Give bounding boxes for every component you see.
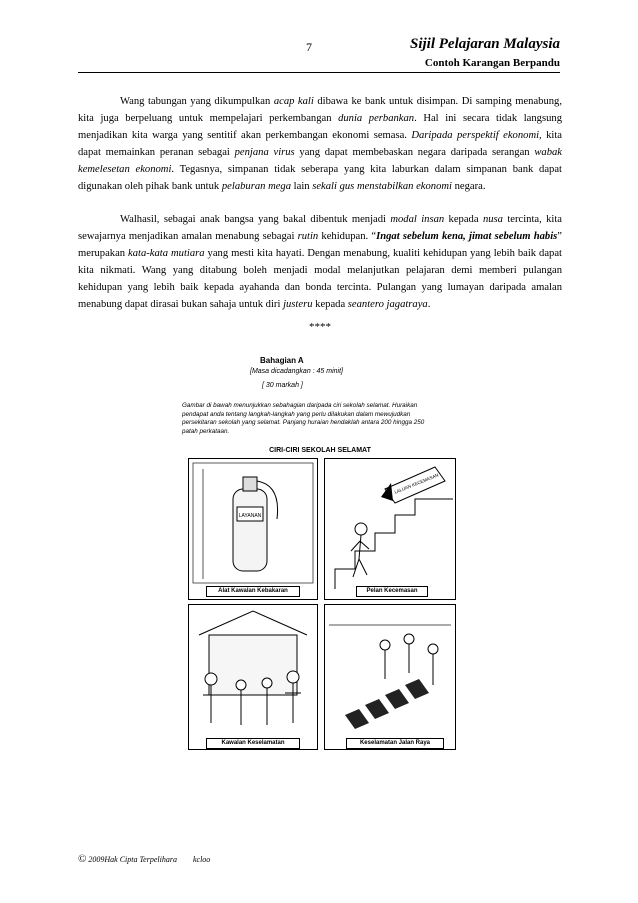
text-run: sekali gus menstabilkan ekonomi bbox=[312, 181, 452, 192]
text-run: Wang tabungan yang dikumpulkan bbox=[120, 96, 274, 107]
text-run: rutin bbox=[297, 231, 319, 242]
stairs-drawing bbox=[325, 459, 455, 599]
footer bbox=[78, 853, 210, 865]
panel-road-safety bbox=[324, 604, 456, 750]
text-run: kehidupan. “ bbox=[318, 231, 377, 242]
text-run: kepada bbox=[444, 214, 483, 225]
text-run: . Tegasnya, simpanan tidak seberapa yang kita laburkan dalam simpanan bank dapat digunakan oleh pihak bank untuk bbox=[78, 164, 562, 192]
text-run: penjana virus bbox=[234, 147, 295, 158]
text-run: seantero jagatraya bbox=[347, 299, 428, 310]
label-road-safety: Keselamatan Jalan Raya bbox=[346, 738, 444, 749]
question-instruction: Gambar di bawah menunjukkan sebahagian daripada ciri sekolah selamat. Huraikan pendapat anda tentang langkah-langkah yang perlu dilakukan dalam mewujudkan persekitaran sekolah yang selamat. Panjang huraian hendaklah antara 200 hingga 250 patah perkataan. bbox=[182, 402, 425, 435]
text-run: negara. bbox=[451, 181, 486, 192]
text-run: kepada bbox=[312, 299, 348, 310]
header-subtitle: Contoh Karangan Berpandu bbox=[424, 57, 560, 69]
label-emergency-plan: Pelan Kecemasan bbox=[356, 586, 428, 597]
text-run: yang mesti kita hayati. Dengan menabung, kualiti kehidupan yang lebih baik dapat kita nikmati. Wang yang ditabung boleh menjadi modal melanjutkan pelajaran demi memberi pulangan kehidupan yang lebih baik kepada ayahanda dan bonda tercinta. Pulangan yang lumayan daripada amalan menabung dapat dirasai bukan sahaja untuk diri bbox=[78, 248, 562, 310]
text-run: tercinta, kita sewajarnya menjadikan amalan menabung sebagai bbox=[78, 214, 562, 242]
body-text bbox=[78, 93, 562, 336]
school-gate-drawing bbox=[189, 605, 317, 749]
copyright-symbol: © bbox=[78, 853, 87, 865]
header-title: Sijil Pelajaran Malaysia bbox=[409, 36, 560, 52]
section-heading: Bahagian A bbox=[260, 356, 304, 365]
text-run: Ingat sebelum kena, jimat sebelum habis bbox=[376, 231, 558, 242]
text-run: modal insan bbox=[390, 214, 445, 225]
text-run: justeru bbox=[283, 299, 313, 310]
paragraph-2 bbox=[78, 211, 562, 313]
page-number: 7 bbox=[306, 40, 312, 54]
label-security-control: Kawalan Keselamatan bbox=[206, 738, 300, 749]
text-run: . Hal ini secara tidak langsung menjadikan kita warga yang sentitif akan perkembangan ekonomi semasa. bbox=[78, 113, 562, 141]
header-rule bbox=[78, 72, 560, 73]
crosswalk-drawing bbox=[325, 605, 455, 749]
section-separator: **** bbox=[309, 321, 331, 333]
footer-copyright: 2009Hak Cipta Terpelihara bbox=[88, 855, 177, 864]
text-run: lain bbox=[291, 181, 313, 192]
label-fire-control: Alat Kawalan Kebakaran bbox=[206, 586, 300, 597]
paragraph-1 bbox=[78, 93, 562, 195]
text-run: kata-kata mutiara bbox=[128, 248, 205, 259]
time-note: [Masa dicadangkan : 45 minit] bbox=[250, 368, 343, 375]
fire-extinguisher-drawing bbox=[189, 459, 317, 599]
text-run: Daripada perspektif ekonomi, bbox=[411, 130, 542, 141]
text-run: acap kali bbox=[273, 96, 314, 107]
text-run: kita dapat memainkan peranan sebagai bbox=[78, 130, 562, 158]
text-run: yang dapat membebaskan negara daripada serangan bbox=[294, 147, 535, 158]
panel-fire-control bbox=[188, 458, 318, 600]
text-run: pelaburan mega bbox=[221, 181, 292, 192]
extinguisher-label: LAYANAN bbox=[238, 513, 262, 519]
panel-emergency-plan bbox=[324, 458, 456, 600]
text-run: wabak kemelesetan ekonomi bbox=[78, 147, 563, 175]
emergency-sign-text: LALUAN KECEMASAN bbox=[393, 472, 440, 495]
footer-author: kcloo bbox=[192, 855, 211, 864]
text-run: dunia perbankan bbox=[338, 113, 415, 124]
text-run: . bbox=[427, 299, 431, 310]
text-run: Walhasil, sebagai anak bangsa yang bakal dibentuk menjadi bbox=[120, 214, 391, 225]
marks-note: [ 30 markah ] bbox=[262, 382, 303, 389]
exam-figure bbox=[178, 346, 462, 758]
panel-security-control bbox=[188, 604, 318, 750]
text-run: ” merupakan bbox=[78, 231, 562, 259]
panel-title: CIRI-CIRI SEKOLAH SELAMAT bbox=[260, 446, 380, 455]
text-run: dibawa ke bank untuk disimpan. Di samping menabung, kita juga berpeluang untuk mempelajari perkembangan bbox=[78, 96, 562, 124]
text-run: nusa bbox=[482, 214, 503, 225]
